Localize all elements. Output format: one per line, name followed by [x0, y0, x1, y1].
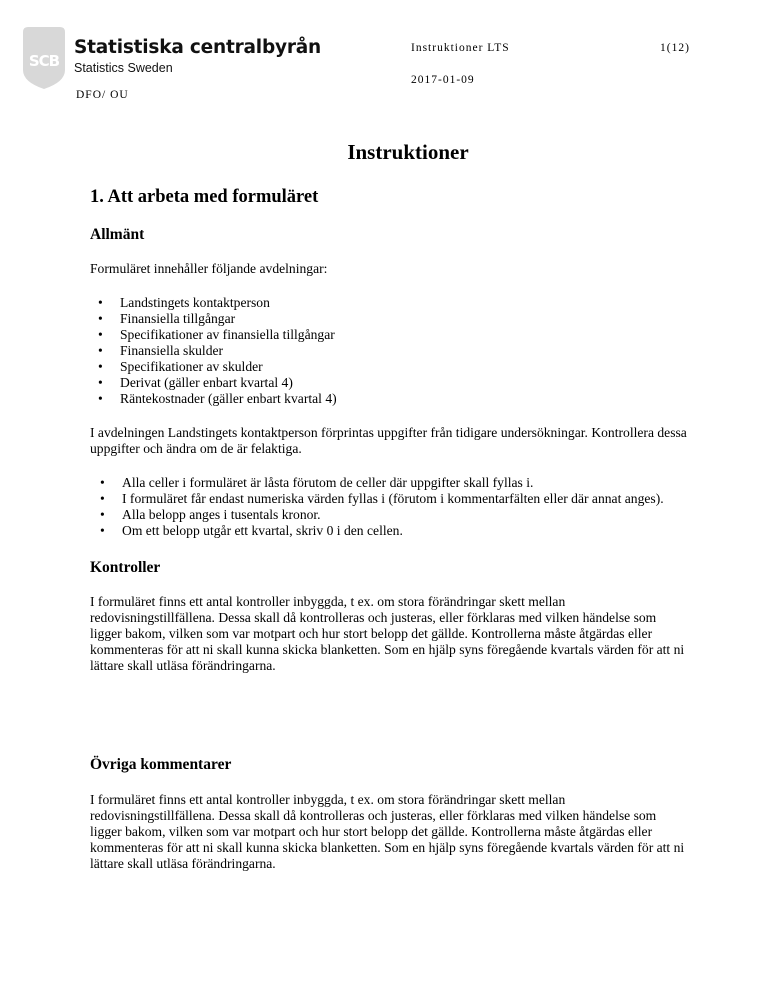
kontroller-paragraph: I formuläret finns ett antal kontroller inbyggda, t ex. om stora förändringar skett mellan redovisningstillfällena. Dessa skall då kontrolleras och justeras, eller förklaras med vilken händelse som ligger bakom, vilken som var motpart och hur stort belopp det gällde. Kontrollerna måste åtgärdas eller kommenteras för att ni skall kunna skicka blanketten. Som en hjälp syns föregående kvartals värden för att ni lättare skall utläsa förändringarna. [90, 594, 685, 673]
svg-text:SCB: SCB [28, 52, 60, 70]
department-code: DFO/ OU [76, 89, 129, 101]
ovriga-heading: Övriga kommentarer [90, 756, 232, 773]
allmant-intro: Formuläret innehåller följande avdelningar: [90, 261, 328, 276]
list-item: • Derivat (gäller enbart kvartal 4) [120, 375, 690, 391]
page-title: Instruktioner [347, 140, 469, 164]
list-item: • Specifikationer av finansiella tillgångar [120, 327, 690, 343]
list-item: • Specifikationer av skulder [120, 359, 690, 375]
page-number: 1(12) [660, 42, 690, 54]
kontroller-heading: Kontroller [90, 559, 161, 576]
list-item: • Alla celler i formuläret är låsta förutom de celler där uppgifter skall fyllas i. [122, 475, 682, 491]
list-item: • I formuläret får endast numeriska värden fyllas i (förutom i kommentarfälten eller där annat anges). [122, 491, 682, 507]
sections-list [90, 295, 690, 407]
logo-subtitle: Statistics Sweden [74, 61, 173, 75]
list-item: • Finansiella tillgångar [120, 311, 690, 327]
allmant-heading: Allmänt [90, 226, 145, 243]
allmant-paragraph: I avdelningen Landstingets kontaktperson förprintas uppgifter från tidigare undersökningar. Kontrollera dessa uppgifter och ändra om de är felaktiga. [90, 425, 687, 456]
document-body [90, 140, 690, 872]
scb-logo [22, 26, 322, 92]
list-item: • Alla belopp anges i tusentals kronor. [122, 507, 682, 523]
ovriga-paragraph: I formuläret finns ett antal kontroller inbyggda, t ex. om stora förändringar skett mellan redovisningstillfällena. Dessa skall då kontrolleras och justeras, eller förklaras med vilken händelse som ligger bakom, vilken som var motpart och hur stort belopp det gällde. Kontrollerna måste åtgärdas eller kommenteras för att ni skall kunna skicka blanketten. Som en hjälp syns föregående kvartals värden för att ni lättare skall utläsa förändringarna. [90, 792, 685, 871]
logo-name: Statistiska centralbyrån [74, 37, 322, 58]
rules-list [90, 475, 682, 539]
section-heading: 1. Att arbeta med formuläret [90, 187, 319, 207]
scb-seal-icon [22, 26, 66, 90]
list-item: • Finansiella skulder [120, 343, 690, 359]
doc-date: 2017-01-09 [411, 74, 475, 86]
doc-title: Instruktioner LTS [411, 42, 510, 54]
list-item: • Räntekostnader (gäller enbart kvartal 4) [120, 391, 690, 407]
list-item: • Om ett belopp utgår ett kvartal, skriv 0 i den cellen. [122, 523, 682, 539]
list-item: • Landstingets kontaktperson [120, 295, 690, 311]
